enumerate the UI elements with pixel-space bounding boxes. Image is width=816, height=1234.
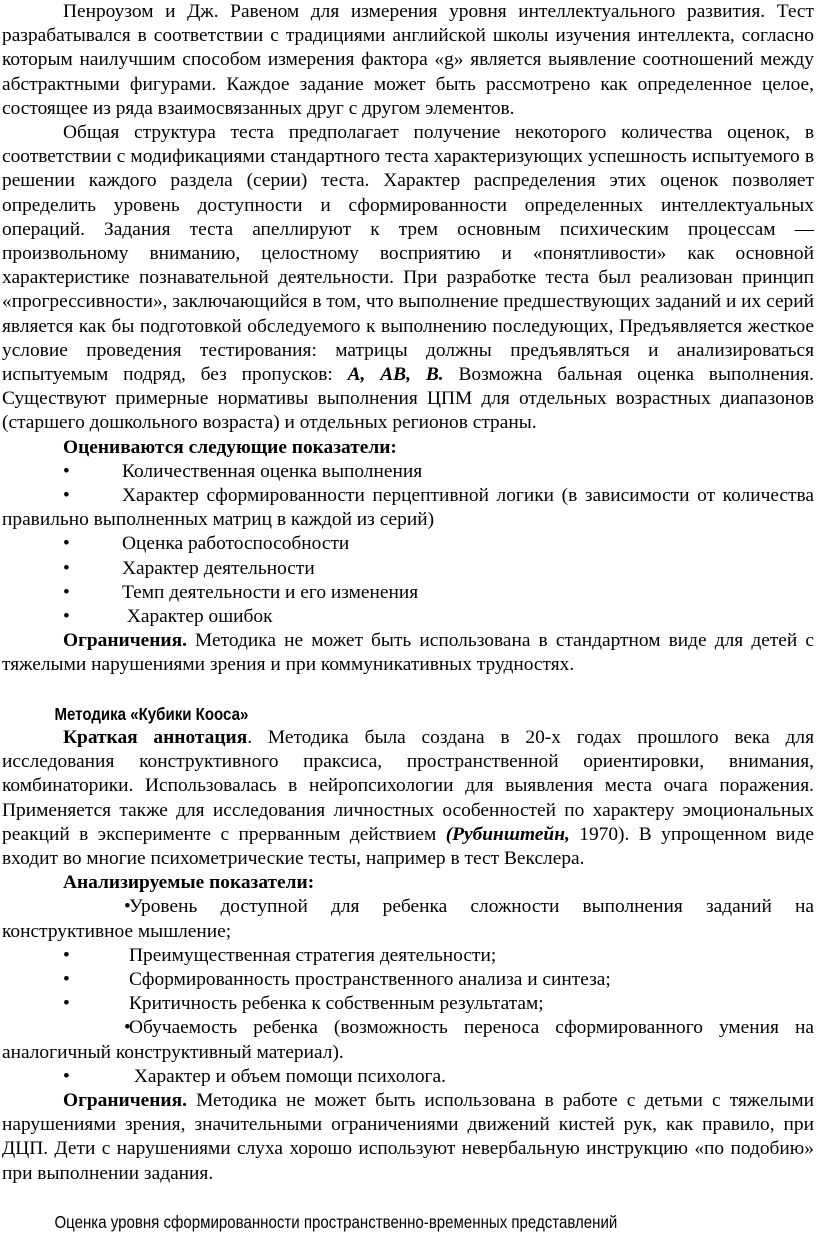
analyzed-item: [2, 968, 814, 992]
section-title: Методика «Кубики Кооса»: [54, 703, 249, 724]
bullet-icon: •: [63, 606, 70, 628]
indicator-item: [2, 557, 814, 581]
analyzed-item: [2, 895, 814, 943]
bullet-icon: •: [63, 968, 70, 990]
indicator-item: [2, 605, 814, 629]
indicator-item: [2, 460, 814, 484]
bullet-icon: •: [63, 557, 70, 579]
limitations-text: Методика не может быть использована в стандартном виде для детей с тяжелыми нарушениями зрения и при коммуникативных трудностях.: [2, 630, 814, 676]
structure-text-a: Общая структура теста предполагает получение некоторого количества оценок, в соответствии с модификациями стандартного теста характеризующих успешность испытуемого в решении каждого раздела (серии) теста. Характер распределения этих оценок позволяет определить уровень доступности и сформированности определенных интеллектуальных операций. Задания теста апеллируют к трем основным психическим процессам — произвольному вниманию, целостному восприятию и «понятливости» как основной характеристике познавательной деятельности. При разработке теста был реализован принцип «прогрессивности», заключающийся в том, что выполнение предшествующих заданий и их серий является как бы подготовкой обследуемого к выполнению последующих, Предъявляется жесткое условие проведения тестирования: матрицы должны предъявляться и анализироваться испытуемым подряд, без пропусков:: [2, 122, 814, 386]
indicator-text: Оценка работоспособности: [122, 533, 350, 555]
indicator-item: [2, 532, 814, 556]
indicator-item: [2, 484, 814, 532]
indicator-text: Характер ошибок: [122, 606, 273, 628]
analyzed-text: Сформированность пространственного анализа и синтеза;: [129, 968, 611, 990]
bullet-icon: •: [63, 460, 70, 482]
analyzed-item: [2, 944, 814, 968]
analyzed-item: [2, 1016, 814, 1064]
paragraph-limitations-1: [2, 629, 814, 677]
bullet-icon: •: [63, 485, 70, 507]
limitations-label: Ограничения.: [63, 1089, 187, 1111]
indicator-text: Количественная оценка выполнения: [122, 460, 423, 482]
analyzed-text: Характер и объем помощи психолога.: [129, 1065, 446, 1087]
analyzed-text: Критичность ребенка к собственным результатам;: [129, 993, 544, 1015]
analyzed-item: [2, 1065, 814, 1089]
annotation-text-a: . Методика была создана в 20-х годах прошлого века для исследования конструктивного праксиса, пространственной ориентировки, внимания, комбинаторики. Использовалась в нейропсихологии для выявления места очага поражения. Применяется также для исследования личностных особенностей по характеру эмоциональных реакций в эксперименте с прерванным действием: [2, 726, 814, 845]
structure-text-b: Возможна бальная оценка выполнения. Существуют примерные нормативы выполнения ЦПМ для отдельных возрастных диапазонов (старшего дошкольного возраста) и отдельных регионов страны.: [2, 364, 814, 434]
paragraph-intro: Пенроузом и Дж. Равеном для измерения уровня интеллектуального развития. Тест разрабатывался в соответствии с традициями английской школы изучения интеллекта, согласно которым наилучшим способом измерения фактора «g» является выявление соотношений между абстрактными фигурами. Каждое задание может быть рассмотрено как определенное целое, состоящее из ряда взаимосвязанных друг с другом элементов.: [2, 1, 814, 119]
indicator-text: Характер деятельности: [122, 557, 315, 579]
bullet-icon: •: [63, 993, 70, 1015]
analyzed-text: Преимущественная стратегия деятельности;: [129, 944, 497, 966]
limitations-text: Методика не может быть использована в работе с детьми с тяжелыми нарушениями зрения, значительными ограничениями движений кистей рук, как правило, при ДЦП. Дети с нарушениями слуха хорошо используют невербальную инструкцию «по подобию» при выполнении задания.: [2, 1089, 814, 1184]
paragraph-annotation: [2, 726, 814, 871]
next-section-title: Оценка уровня сформированности пространственно-временных представлений: [54, 1211, 618, 1232]
annotation-label: Краткая аннотация: [63, 726, 248, 748]
indicators-heading: Оцениваются следующие показатели:: [63, 436, 397, 458]
bullet-icon: •: [63, 581, 70, 603]
bullet-icon: •: [124, 896, 131, 918]
annotation-text-b: 1970). В упрощенном виде входит во многие психометрические тесты, например в тест Векслера.: [2, 823, 814, 869]
indicator-text: Характер сформированности перцептивной логики (в зависимости от количества правильно выполненных матриц в каждой из серий): [2, 485, 814, 531]
series-list: А, АВ, В.: [347, 364, 444, 386]
indicator-item: [2, 581, 814, 605]
bullet-icon: •: [63, 533, 70, 555]
bullet-icon: •: [63, 944, 70, 966]
analyzed-text: Обучаемость ребенка (возможность переноса сформированного умения на аналогичный конструктивный материал).: [2, 1017, 814, 1063]
annotation-author: (Рубинштейн,: [445, 823, 570, 845]
limitations-label: Ограничения.: [63, 630, 187, 652]
indicator-text: Темп деятельности и его изменения: [122, 581, 419, 603]
paragraph-structure: [2, 121, 814, 436]
bullet-icon: •: [63, 1065, 70, 1087]
bullet-icon: •: [124, 1017, 131, 1039]
analyzed-heading: Анализируемые показатели:: [63, 872, 315, 894]
paragraph-limitations-2: [2, 1089, 814, 1186]
analyzed-text: Уровень доступной для ребенка сложности выполнения заданий на конструктивное мышление;: [2, 896, 814, 942]
analyzed-item: [2, 992, 814, 1016]
